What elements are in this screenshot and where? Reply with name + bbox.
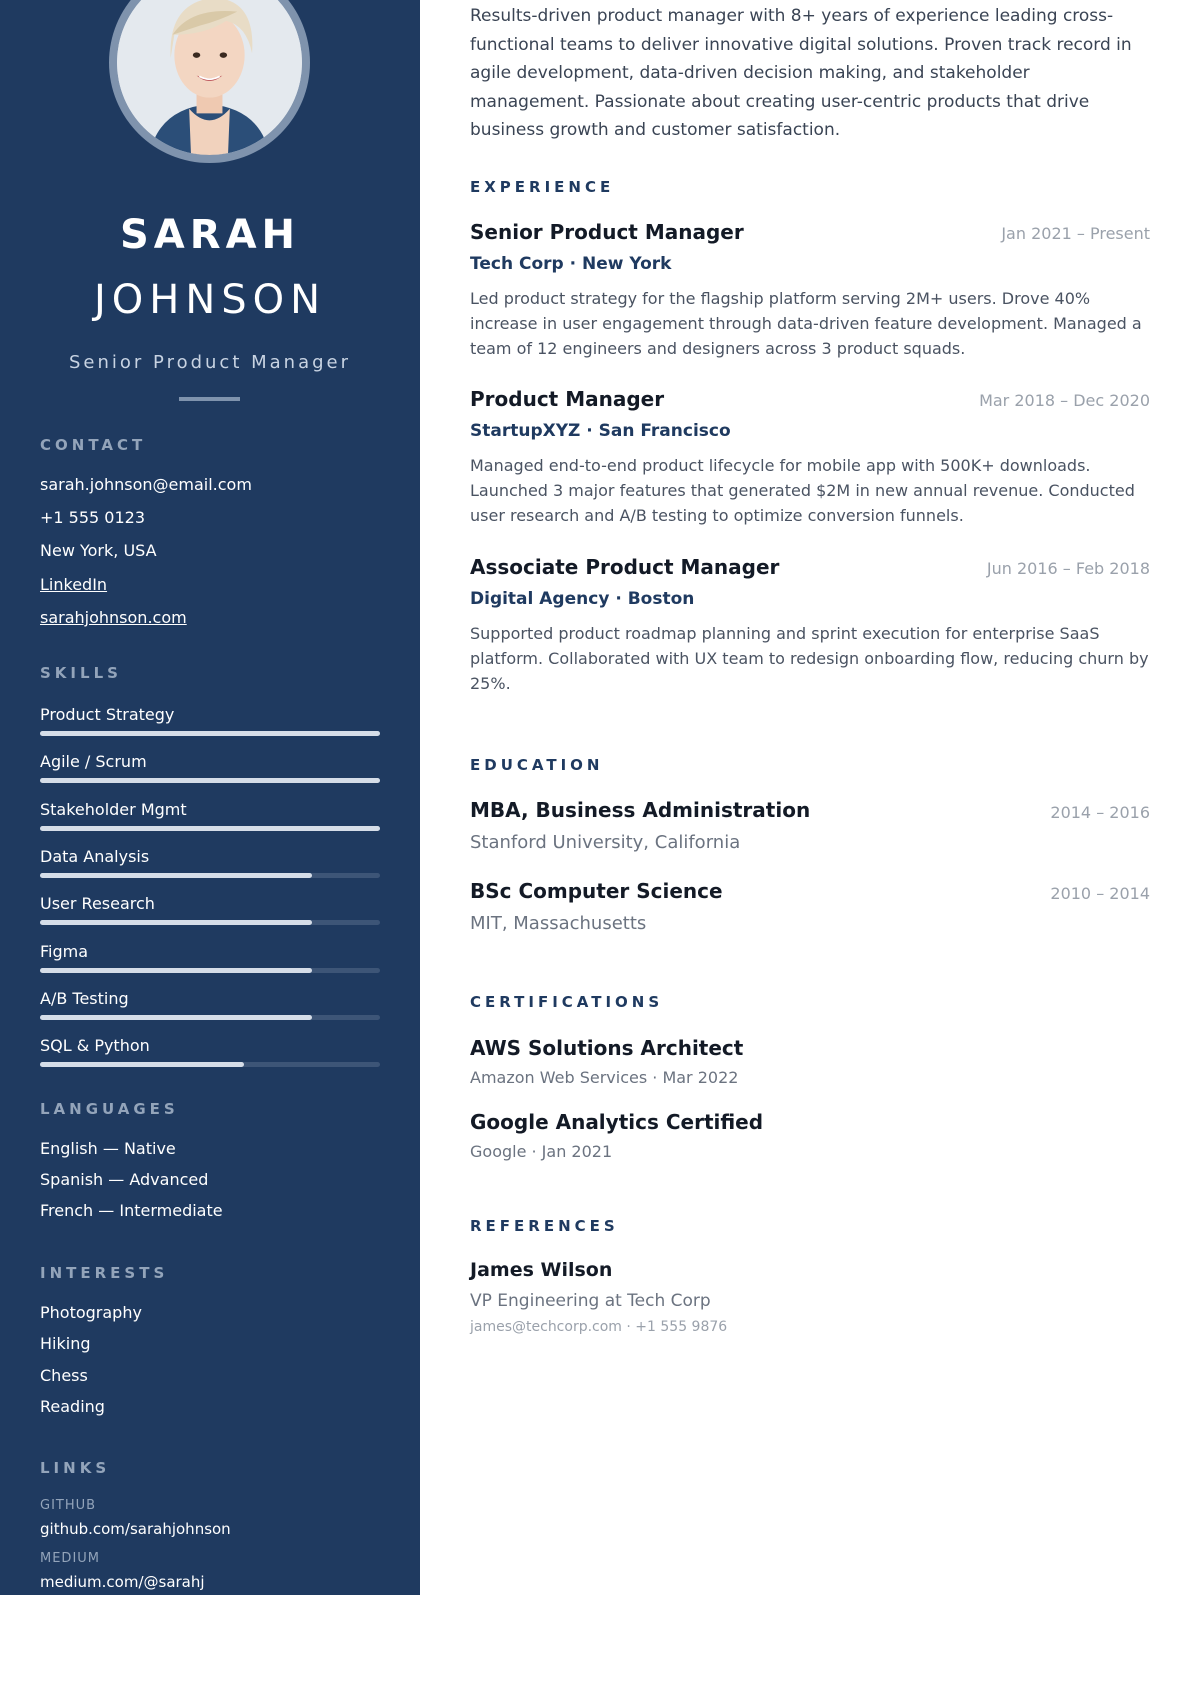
- skill-bar-fill: [40, 731, 380, 736]
- skill-bar-fill: [40, 873, 312, 878]
- contact-heading: CONTACT: [40, 436, 147, 454]
- skill-bar-track: [40, 731, 380, 736]
- profile-photo: [117, 0, 302, 155]
- github-link[interactable]: github.com/sarahjohnson: [40, 1520, 231, 1538]
- education-date: 2010 – 2014: [1050, 884, 1150, 903]
- job-title: Senior Product Manager: [470, 220, 744, 244]
- skill-bar-fill: [40, 826, 380, 831]
- job-title: Product Manager: [470, 387, 665, 411]
- language-item: Spanish — Advanced: [40, 1170, 209, 1189]
- degree-title: MBA, Business Administration: [470, 798, 811, 822]
- job-date: Jun 2016 – Feb 2018: [986, 559, 1150, 578]
- certifications-heading: CERTIFICATIONS: [470, 993, 664, 1011]
- language-item: French — Intermediate: [40, 1201, 223, 1220]
- link-label-medium: MEDIUM: [40, 1551, 101, 1566]
- skill-bar-track: [40, 873, 380, 878]
- link-label-github: GITHUB: [40, 1498, 97, 1513]
- profile-photo-illustration: [117, 0, 302, 155]
- school-name: MIT, Massachusetts: [470, 913, 647, 934]
- website-link[interactable]: sarahjohnson.com: [40, 608, 187, 627]
- interests-heading: INTERESTS: [40, 1264, 169, 1282]
- name-last: JOHNSON: [93, 277, 327, 323]
- skill-label: Data Analysis: [40, 846, 150, 866]
- links-heading: LINKS: [40, 1459, 111, 1477]
- skill-bar-track: [40, 968, 380, 973]
- skill-bar-track: [40, 920, 380, 925]
- skill-bar-fill: [40, 920, 312, 925]
- skill-bar-fill: [40, 1015, 312, 1020]
- sidebar: [0, 0, 420, 1595]
- skill-bar-track: [40, 1015, 380, 1020]
- skill-label: User Research: [40, 894, 155, 914]
- skill-bar-fill: [40, 1062, 244, 1067]
- interest-item: Chess: [40, 1366, 88, 1385]
- skill-label: Stakeholder Mgmt: [40, 799, 187, 819]
- languages-heading: LANGUAGES: [40, 1100, 179, 1118]
- reference-name: James Wilson: [470, 1259, 613, 1281]
- job-title: Associate Product Manager: [470, 555, 780, 579]
- job-description: Managed end-to-end product lifecycle for mobile app with 500K+ downloads. Launched 3 major features that generated $2M in new annual revenue. Conducted user research and A/B testing to optimize conversion funnels.: [470, 456, 1135, 525]
- profile-summary: Results-driven product manager with 8+ years of experience leading cross-functional teams to deliver innovative digital solutions. Proven track record in agile development, data-driven decision making, and stakeholder management. Passionate about creating user-centric products that drive business growth and customer satisfaction.: [470, 6, 1132, 140]
- job-date: Jan 2021 – Present: [1001, 224, 1150, 243]
- reference-role: VP Engineering at Tech Corp: [470, 1291, 711, 1311]
- job-role: Senior Product Manager: [68, 352, 351, 373]
- contact-phone: +1 555 0123: [40, 508, 146, 527]
- skill-bar-track: [40, 826, 380, 831]
- job-company: Tech Corp · New York: [470, 254, 672, 274]
- contact-email[interactable]: sarah.johnson@email.com: [40, 475, 252, 494]
- medium-link[interactable]: medium.com/@sarahj: [40, 1573, 205, 1591]
- skill-bar-track: [40, 1062, 380, 1067]
- job-date: Mar 2018 – Dec 2020: [979, 391, 1150, 410]
- certification-details: Amazon Web Services · Mar 2022: [470, 1068, 739, 1087]
- degree-title: BSc Computer Science: [470, 879, 723, 903]
- skill-label: SQL & Python: [40, 1036, 150, 1056]
- contact-location: New York, USA: [40, 541, 157, 560]
- skill-label: Figma: [40, 941, 89, 961]
- language-item: English — Native: [40, 1139, 176, 1158]
- skill-bar-track: [40, 778, 380, 783]
- avatar: [109, 0, 310, 163]
- certification-name: Google Analytics Certified: [470, 1110, 764, 1134]
- experience-heading: EXPERIENCE: [470, 178, 615, 196]
- certification-name: AWS Solutions Architect: [470, 1036, 744, 1060]
- skill-label: A/B Testing: [40, 988, 129, 1008]
- school-name: Stanford University, California: [470, 832, 741, 853]
- interest-item: Reading: [40, 1397, 105, 1416]
- certification-details: Google · Jan 2021: [470, 1142, 613, 1161]
- interest-item: Photography: [40, 1303, 142, 1322]
- education-date: 2014 – 2016: [1050, 803, 1150, 822]
- name-divider: [179, 397, 240, 401]
- job-description: Led product strategy for the flagship platform serving 2M+ users. Drove 40% increase in user engagement through data-driven feature development. Managed a team of 12 engineers and designers across 3 product squads.: [470, 289, 1142, 358]
- name-first: SARAH: [120, 212, 300, 258]
- references-heading: REFERENCES: [470, 1217, 619, 1235]
- skill-label: Agile / Scrum: [40, 752, 147, 772]
- linkedin-link[interactable]: LinkedIn: [40, 575, 108, 594]
- skill-bar-fill: [40, 968, 312, 973]
- skill-bar-fill: [40, 778, 380, 783]
- education-heading: EDUCATION: [470, 756, 604, 774]
- skills-heading: SKILLS: [40, 664, 122, 682]
- job-company: StartupXYZ · San Francisco: [470, 421, 731, 441]
- reference-contact[interactable]: james@techcorp.com · +1 555 9876: [470, 1319, 728, 1335]
- interest-item: Hiking: [40, 1334, 91, 1353]
- job-company: Digital Agency · Boston: [470, 589, 695, 609]
- skill-label: Product Strategy: [40, 705, 175, 724]
- job-description: Supported product roadmap planning and sprint execution for enterprise SaaS platform. Collaborated with UX team to redesign onboarding flow, reducing churn by 25%.: [470, 624, 1149, 693]
